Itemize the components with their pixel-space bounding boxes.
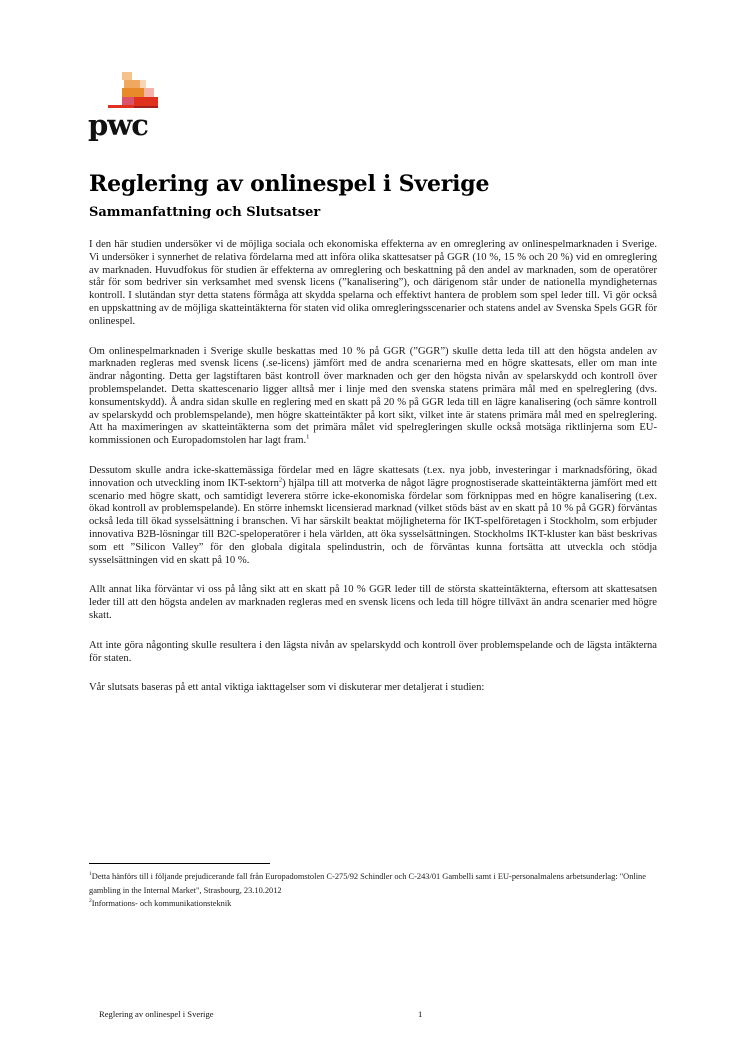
footer-running-title: Reglering av onlinespel i Sverige [99,1009,214,1019]
paragraph-tax-10-percent: Om onlinespelmarknaden i Sverige skulle beskattas med 10 % på GGR (”GGR”) skulle detta leda till att den högsta andelen av marknaden regleras med svensk licens (.se-licens) jämfört med de andra scenarierna med en högre skattesats, eller om man inte ändrar någonting. Detta ger lagstiftaren bäst kontroll över marknaden och ger den högsta nivån av spelarskydd och kontroll över problemspelandet. Detta skattescenario ligger alltså mer i linje med den svenska statens primära mål med en spelreglering (dvs. konsumentskydd). Å andra sidan skulle en reglering med en skatt på 20 % på GGR leda till en lägre kanalisering (och sämre kontroll av spelarskydd och problemspelande), men högre skatteintäkter på kort sikt, vilket inte är statens primära mål med en spelreglering. Att ha maximeringen av skatteintäkterna som det primära målet vid spelregleringen skulle också motsäga riktlinjerna som EU-kommissionen och Europadomstolen har lagt fram.$^1$ [89,345,657,447]
footnote-1: $^1$Detta hänförs till i följande prejudicerande fall från Europadomstolen C-275/92 Schindler och C-243/01 Gambelli samt i EU-personalmalens arbetsunderlag: "Online gambling in the Internal Market", Strasbourg, 23.10.2012 [89,871,646,895]
paragraph-conclusion-intro: Vår slutsats baseras på ett antal viktiga iakttagelser som vi diskuterar mer detaljerat i studien: [89,682,485,694]
footnote-ref-2: 2 [278,476,283,484]
page-number: 1 [418,1009,423,1019]
document-body [89,239,657,712]
footnote-ref-1: 1 [306,433,310,441]
footnote-divider [89,863,270,864]
footnote-2: $^2$Informations- och kommunikationsteknik [89,898,232,909]
pwc-logo-wordmark: pwc [88,108,148,142]
footnote-marker: 2 [89,898,92,905]
footnotes [89,870,669,911]
paragraph-intro: I den här studien undersöker vi de möjliga sociala och ekonomiska effekterna av en omreglering av onlinespelmarknaden i Sverige. Vi undersöker i synnerhet de relativa fördelarna med att införa olika skattesatser på GGR (10 %, 15 % och 20 %) vid en omreglering av marknaden. Huvudfokus för studien är effekterna av omreglering och beskattning på den andel av marknaden, som de operatörer står för som bedriver sin verksamhet med svensk licens (”kanalisering”), och därigenom står under de nationella myndigheternas kontroll. I slutändan styr detta statens förmåga att skydda spelarna och effektivt hantera de problem som spel leder till. Vi gör också en uppskattning av de möjliga skatteintäkterna för staten vid olika omregleringsscenarier och statens andel av Svenska Spels GGR för onlinespel. [89,239,657,327]
pwc-logo [88,72,162,148]
document-subtitle: Sammanfattning och Slutsatser [89,205,321,220]
paragraph-do-nothing: Att inte göra någonting skulle resultera i den lägsta nivån av spelarskydd och kontroll över problemspelande och de lägsta intäkterna för staten. [89,639,657,664]
paragraph-long-term: Allt annat lika förväntar vi oss på lång sikt att en skatt på 10 % GGR leder till de största skatteintäkterna, eftersom att skattesatsen leder till att den högsta andelen av marknaden regleras med en svensk licens och leda till högre tillväxt än andra scenarier med högre skatt. [89,584,657,621]
document-title: Reglering av onlinespel i Sverige [89,171,490,197]
footnote-marker: 1 [89,871,92,878]
paragraph-non-tax-benefits: Dessutom skulle andra icke-skattemässiga fördelar med en lägre skattesats (t.ex. nya jobb, investeringar i marknadsföring, ökad innovation och utveckling inom IKT-sektorn$^2$) hjälpa till att motverka de något lägre prognostiserade skatteintäkterna jämfört med ett scenario med högre skatt, och samtidigt leverera större icke-ekonomiska fördelar som förknippas med en högre kanalisering (t.ex. ökad kontroll av problemspelande). En större inhemskt licensierad marknad (vilket stöds bäst av en skatt på 10 % på GGR) förväntas också leda till ökad sysselsättning i branschen. Vi har särskilt beaktat möjligheterna för IKT-spelföretagen i Stockholm, som erbjuder innovativa B2B-lösningar till B2C-speloperatörer i hela världen, att öka sysselsättningen. Stockholms IKT-kluster kan bäst beskrivas som ett ”Silicon Valley” för den globala digitala spelindustrin, och de förväntas kunna fortsätta att utveckla och stödja sysselsättningen vid en skatt på 10 %. [89,464,657,566]
